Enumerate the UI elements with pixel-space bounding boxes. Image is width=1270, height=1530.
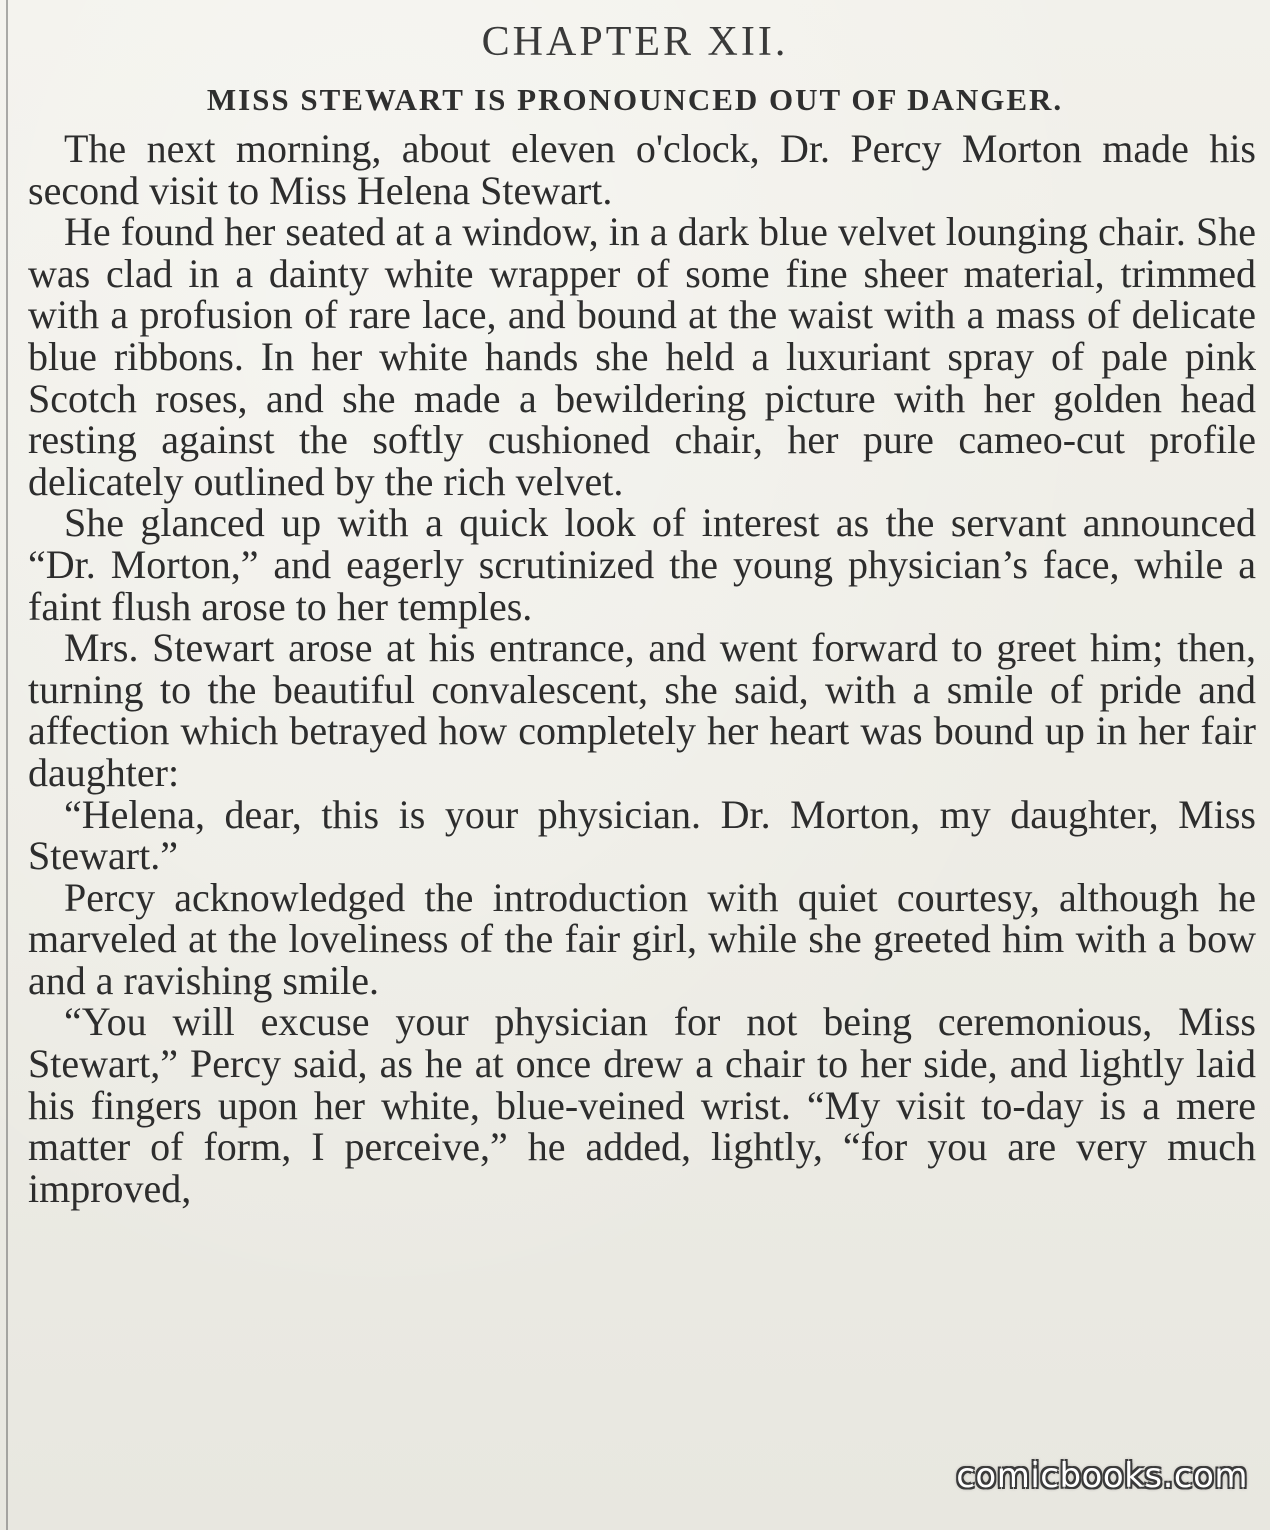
paragraph: Mrs. Stewart arose at his entrance, and went forward to greet him; then, turning to the beautiful convalescent, she said, with a smile of pride and affection which betrayed how completely her heart was bound up in her fair daughter: (28, 625, 1256, 795)
chapter-subtitle: MISS STEWART IS PRONOUNCED OUT OF DANGER. (206, 82, 1064, 117)
paragraph: The next morning, about eleven o'clock, Dr. Percy Morton made his second visit to Miss Helena Stewart. (28, 126, 1256, 213)
paragraph: She glanced up with a quick look of interest as the servant announced “Dr. Morton,” and eagerly scrutinized the young physician’s face, while a faint flush arose to her temples. (28, 500, 1256, 629)
paragraph: “Helena, dear, this is your physician. Dr. Morton, my daughter, Miss Stewart.” (28, 791, 1256, 879)
paragraph: “You will excuse your physician for not being ceremonious, Miss Stewart,” Percy said, as he at once drew a chair to her side, and lightly laid his fingers upon her white, blue-veined wrist. “My visit to-day is a mere matter of form, I perceive,” he added, lightly, “for you are very much improved, (28, 999, 1256, 1211)
chapter-title: CHAPTER XII. (481, 19, 789, 65)
column-rule (6, 0, 8, 1530)
watermark: comicbooks.com (956, 1456, 1248, 1496)
paragraph: Percy acknowledged the introduction with quiet courtesy, although he marveled at the loveliness of the fair girl, while she greeted him with a bow and a ravishing smile. (28, 874, 1256, 1003)
article-body (28, 128, 1256, 1209)
paragraph: He found her seated at a window, in a dark blue velvet lounging chair. She was clad in a dainty white wrapper of some fine sheer material, trimmed with a profusion of rare lace, and bound at the waist with a mass of delicate blue ribbons. In her white hands she held a luxuriant spray of pale pink Scotch roses, and she made a bewildering picture with her golden head resting against the softly cushioned chair, her pure cameo-cut profile delicately outlined by the rich velvet. (28, 209, 1256, 504)
